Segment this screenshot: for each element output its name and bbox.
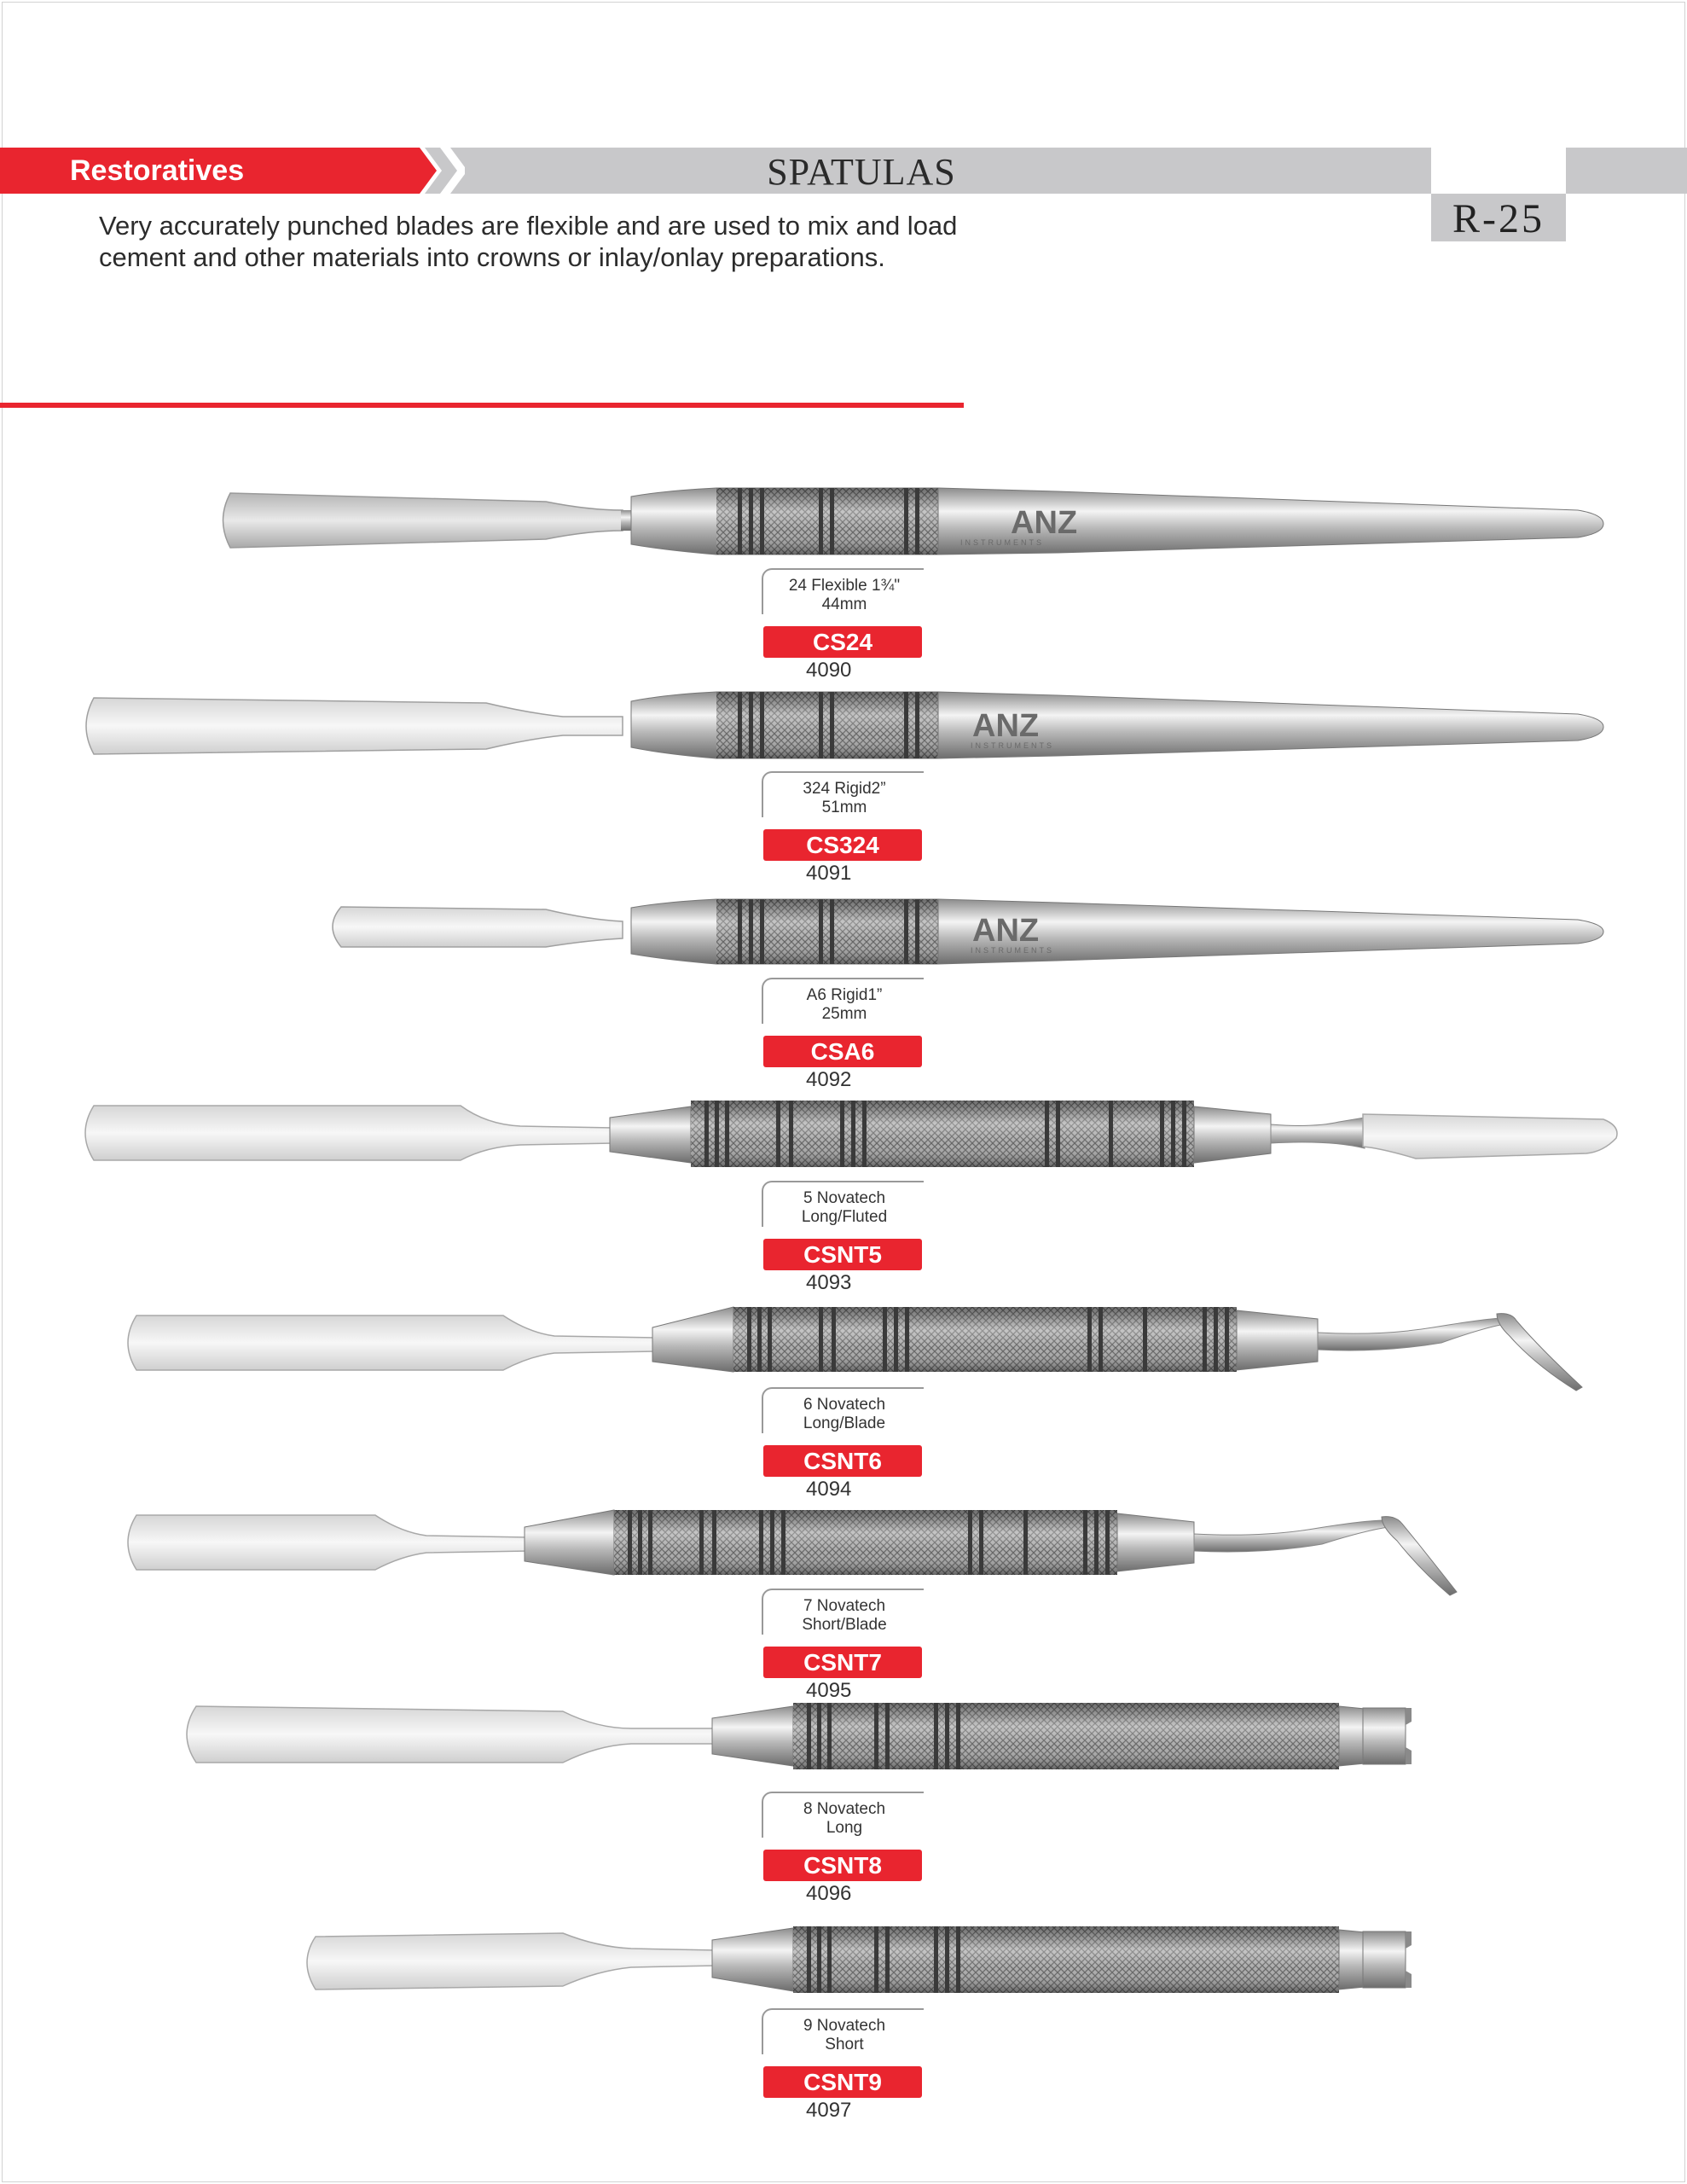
product-size: Long/Blade xyxy=(803,1414,886,1432)
product-spec: 7 Novatech xyxy=(803,1597,886,1615)
page-title: SPATULAS xyxy=(767,151,956,193)
product-number: 4093 xyxy=(806,1271,852,1294)
product-description xyxy=(780,986,908,1024)
product-spec: A6 Rigid1” xyxy=(806,986,883,1004)
product-spec: 8 Novatech xyxy=(803,1800,886,1818)
product-number: 4091 xyxy=(806,862,852,885)
intro-text: Very accurately punched blades are flexible and are used to mix and load cement and other materials into crowns or inlay/onlay preparations. xyxy=(99,211,958,272)
product-description xyxy=(780,1800,908,1838)
product-code: CSNT5 xyxy=(763,1239,922,1270)
product-code: CSNT7 xyxy=(763,1647,922,1678)
product-spec: 9 Novatech xyxy=(803,2017,886,2035)
product-number: 4096 xyxy=(806,1882,852,1905)
product-code: CS324 xyxy=(763,829,922,861)
category-tab: Restoratives xyxy=(0,148,405,194)
product-code: CSNT6 xyxy=(763,1445,922,1477)
svg-text:INSTRUMENTS: INSTRUMENTS xyxy=(960,538,1044,547)
product-spec: 5 Novatech xyxy=(803,1189,886,1207)
svg-text:ANZ: ANZ xyxy=(972,708,1040,744)
product-code: CS24 xyxy=(763,626,922,658)
svg-text:INSTRUMENTS: INSTRUMENTS xyxy=(971,741,1054,750)
svg-text:ANZ: ANZ xyxy=(972,913,1040,949)
product-size: 51mm xyxy=(821,799,867,816)
product-spec: 324 Rigid2” xyxy=(803,780,886,798)
product-number: 4094 xyxy=(806,1478,852,1501)
product-number: 4097 xyxy=(806,2099,852,2122)
product-size: Long/Fluted xyxy=(801,1208,888,1226)
instrument-csnt6 xyxy=(128,1307,1582,1391)
svg-text:INSTRUMENTS: INSTRUMENTS xyxy=(971,946,1054,955)
instrument-csa6 xyxy=(333,899,1603,964)
product-size: 25mm xyxy=(821,1005,867,1023)
product-spec: 6 Novatech xyxy=(803,1396,886,1414)
product-description xyxy=(780,780,908,817)
product-description xyxy=(780,1396,908,1433)
product-size: 44mm xyxy=(821,595,867,613)
product-description xyxy=(780,2017,908,2054)
instrument-cs324 xyxy=(86,692,1603,758)
page-number: R-25 xyxy=(1431,194,1566,241)
instrument-csnt9 xyxy=(307,1926,1412,1993)
product-code: CSNT9 xyxy=(763,2066,922,2098)
product-description xyxy=(780,577,908,614)
product-number: 4090 xyxy=(806,659,852,682)
instrument-cs24 xyxy=(223,488,1604,555)
svg-text:ANZ: ANZ xyxy=(1011,505,1078,541)
product-number: 4095 xyxy=(806,1679,852,1702)
product-size: Long xyxy=(826,1819,863,1837)
product-code: CSNT8 xyxy=(763,1850,922,1881)
instrument-csnt7 xyxy=(128,1510,1457,1595)
instrument-csnt5 xyxy=(85,1101,1617,1167)
product-description xyxy=(780,1597,908,1635)
product-size: Short xyxy=(825,2036,864,2053)
product-spec: 24 Flexible 1¾" xyxy=(788,577,901,595)
product-number: 4092 xyxy=(806,1068,852,1091)
product-description xyxy=(780,1189,908,1227)
instrument-csnt8 xyxy=(187,1703,1412,1769)
product-size: Short/Blade xyxy=(802,1616,887,1634)
product-code: CSA6 xyxy=(763,1036,922,1067)
